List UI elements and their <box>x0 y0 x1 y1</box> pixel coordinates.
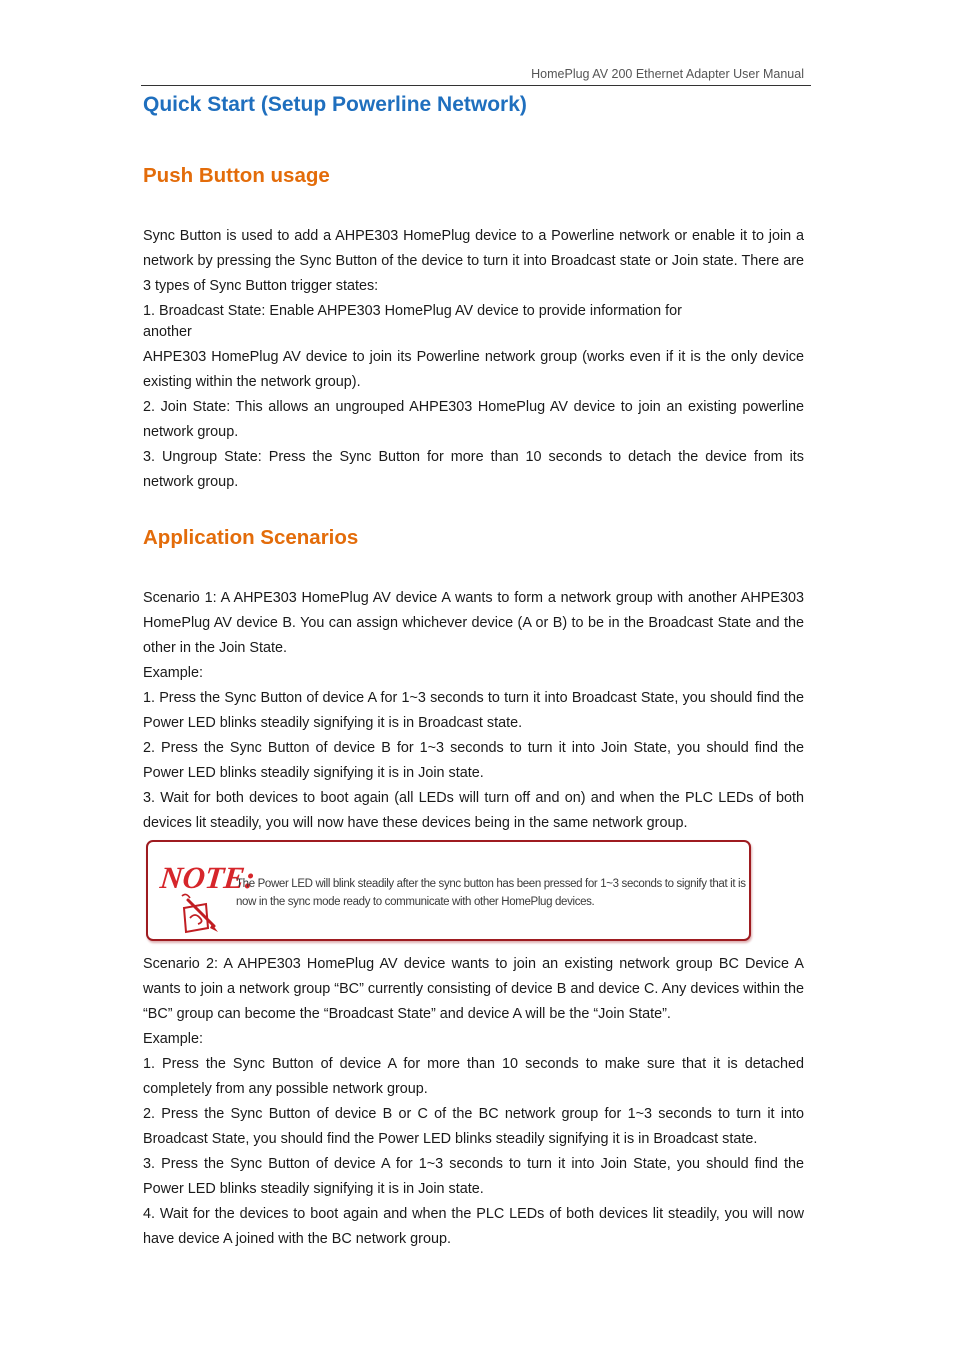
application-scenarios-heading: Application Scenarios <box>143 526 359 549</box>
paragraph: Example: <box>143 1031 203 1047</box>
push-button-section <box>143 224 804 495</box>
note-box <box>146 840 751 941</box>
paragraph: 1. Press the Sync Button of device A for more than 10 seconds to make sure that it is detached completely from any possible network group. <box>143 1056 804 1097</box>
paragraph: Scenario 2: A AHPE303 HomePlug AV device wants to join an existing network group BC Device A wants to join a network group “BC” currently consisting of device B and device C. Any devices within the “BC” group can become the “Broadcast State” and device A will be the “Join State”. <box>143 956 804 1022</box>
paragraph: 2. Join State: This allows an ungrouped AHPE303 HomePlug AV device to join an existing powerline network group. <box>143 399 804 440</box>
paragraph: 3. Wait for both devices to boot again (all LEDs will turn off and on) and when the PLC LEDs of both devices lit steadily, you will now have these devices being in the same network group. <box>143 790 804 831</box>
push-button-heading: Push Button usage <box>143 164 330 187</box>
paragraph: Sync Button is used to add a AHPE303 HomePlug device to a Powerline network or enable it to join a network by pressing the Sync Button of the device to turn it into Broadcast state or Join state. There are 3 types of Sync Button trigger states: <box>143 228 804 294</box>
scenario-1-section <box>143 586 804 836</box>
paragraph: Example: <box>143 665 203 681</box>
paragraph: Scenario 1: A AHPE303 HomePlug AV device A wants to form a network group with another AHPE303 HomePlug AV device B. You can assign whichever device (A or B) to be in the Broadcast State and the other in the Join State. <box>143 590 804 656</box>
paragraph: 2. Press the Sync Button of device B for 1~3 seconds to turn it into Join State, you should find the Power LED blinks steadily signifying it is in Join state. <box>143 740 804 781</box>
page-title: Quick Start (Setup Powerline Network) <box>143 93 527 116</box>
paragraph: another <box>143 324 192 340</box>
paragraph: 3. Ungroup State: Press the Sync Button for more than 10 seconds to detach the device from its network group. <box>143 449 804 490</box>
scenario-2-section <box>143 952 804 1252</box>
note-logo-text: NOTE: <box>158 860 257 895</box>
paragraph: 3. Press the Sync Button of device A for 1~3 seconds to turn it into Join State, you should find the Power LED blinks steadily signifying it is in Join state. <box>143 1156 804 1197</box>
paragraph: AHPE303 HomePlug AV device to join its Powerline network group (works even if it is the only device existing within the network group). <box>143 349 804 390</box>
running-header: HomePlug AV 200 Ethernet Adapter User Manual <box>531 67 804 81</box>
paragraph: 1. Broadcast State: Enable AHPE303 HomePlug AV device to provide information for <box>143 303 682 319</box>
paragraph: 2. Press the Sync Button of device B or C of the BC network group for 1~3 seconds to turn it into Broadcast State, you should find the Power LED blinks steadily signifying it is in Broadcast state. <box>143 1106 804 1147</box>
note-text: The Power LED will blink steadily after the sync button has been pressed for 1~3 seconds to signify that it is now in the sync mode ready to communicate with other HomePlug devices. <box>236 878 746 908</box>
paragraph: 4. Wait for the devices to boot again and when the PLC LEDs of both devices lit steadily, you will now have device A joined with the BC network group. <box>143 1206 804 1247</box>
header-rule <box>141 85 811 86</box>
paragraph: 1. Press the Sync Button of device A for 1~3 seconds to turn it into Broadcast State, you should find the Power LED blinks steadily signifying it is in Broadcast state. <box>143 690 804 731</box>
note-logo-icon <box>158 852 257 934</box>
